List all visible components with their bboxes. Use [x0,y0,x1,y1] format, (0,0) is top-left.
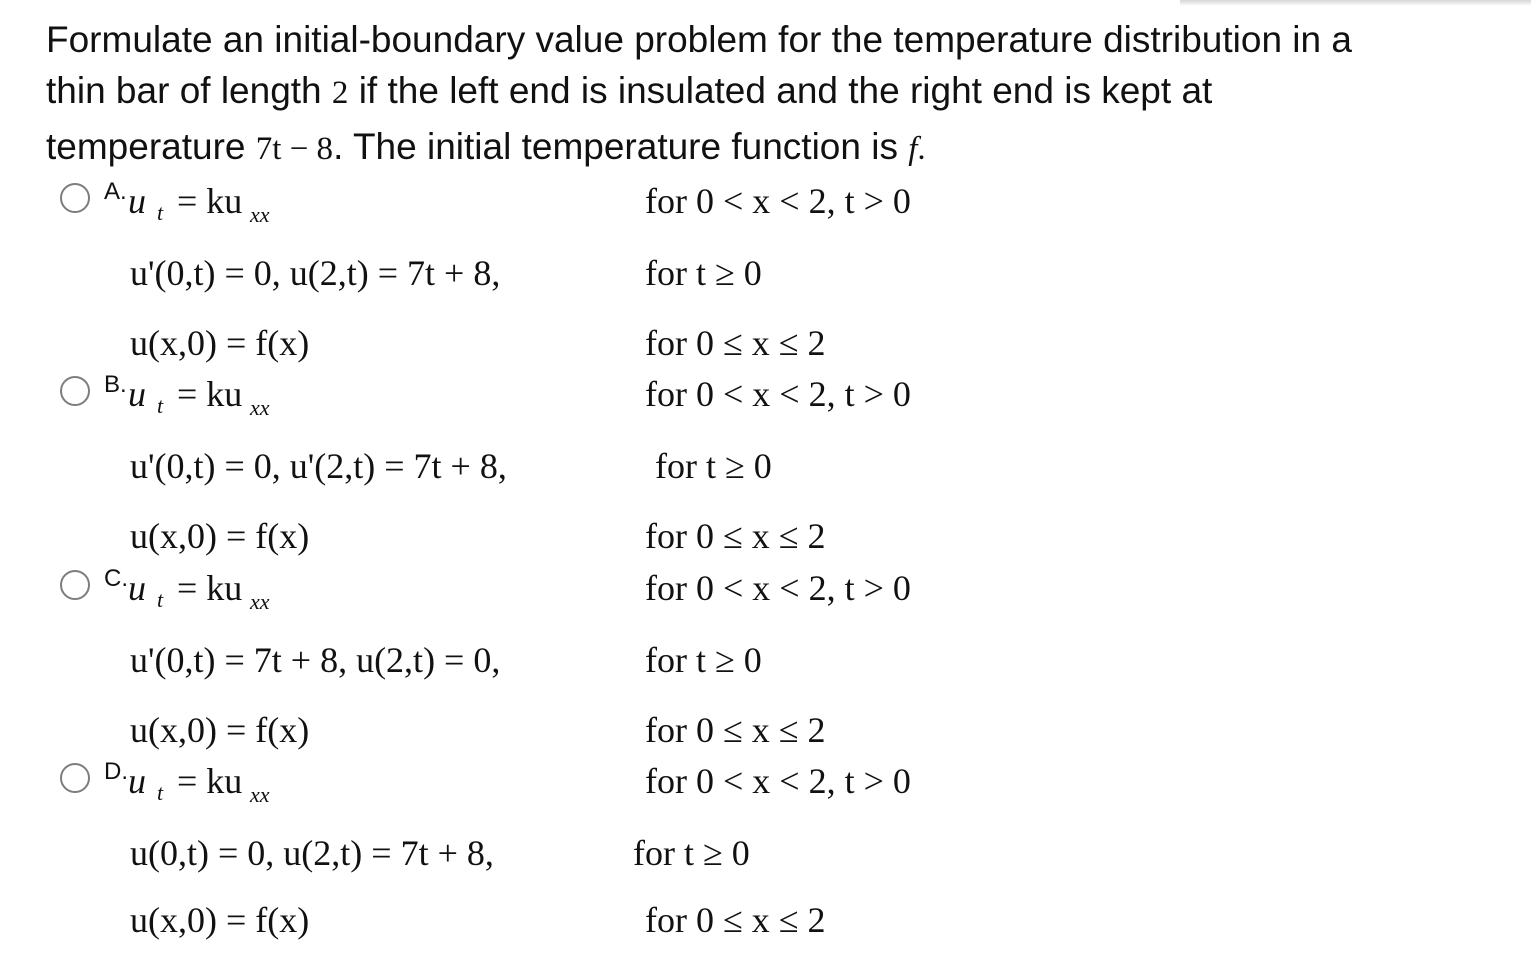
pde-condition: for 0 < x < 2, t > 0 [645,761,911,801]
function-name: f [908,131,918,167]
initial-condition-range: for 0 ≤ x ≤ 2 [645,323,826,363]
pde-subscript-t: t [157,780,164,805]
question-line-3: temperature 7t − 8. The initial temperature function is f. [46,126,926,167]
pde-lhs: u [128,374,146,414]
pde-subscript-t: t [157,393,164,418]
pde-condition: for 0 < x < 2, t > 0 [645,181,911,221]
pde-subscript-xx: xx [250,589,270,614]
pde-rhs: = ku [177,761,243,801]
question-text [46,14,1496,175]
temperature-expression: 7t − 8 [255,131,334,167]
pde-lhs: u [128,181,146,221]
boundary-conditions: u'(0,t) = 0, u(2,t) = 7t + 8, [130,253,501,293]
question-line-1: Formulate an initial-boundary value problem for the temperature distribution in a [46,19,1352,60]
boundary-conditions: u(0,t) = 0, u(2,t) = 7t + 8, [130,833,494,873]
initial-condition: u(x,0) = f(x) [130,323,310,363]
initial-condition: u(x,0) = f(x) [130,516,310,556]
length-value: 2 [331,75,349,111]
pde-condition: for 0 < x < 2, t > 0 [645,374,911,414]
boundary-condition-range: for t ≥ 0 [645,253,762,293]
initial-condition-range: for 0 ≤ x ≤ 2 [645,516,826,556]
option-a [0,180,1531,380]
boundary-condition-range: for t ≥ 0 [645,640,762,680]
top-shadow [1180,0,1531,6]
option-letter: B. [104,371,127,398]
option-b-radio[interactable] [60,376,90,406]
boundary-conditions: u'(0,t) = 7t + 8, u(2,t) = 0, [130,640,501,680]
option-c [0,567,1531,767]
pde-lhs: u [128,568,146,608]
pde-subscript-t: t [157,587,164,612]
pde-rhs: = ku [177,181,243,221]
question-line-2: thin bar of length 2 if the left end is insulated and the right end is kept at [46,70,1213,111]
initial-condition: u(x,0) = f(x) [130,900,310,940]
boundary-condition-range: for t ≥ 0 [633,833,750,873]
option-letter: A. [104,178,127,205]
option-d [0,760,1531,960]
boundary-condition-range: for t ≥ 0 [655,446,772,486]
initial-condition-range: for 0 ≤ x ≤ 2 [645,900,826,940]
option-d-radio[interactable] [60,763,90,793]
pde-lhs: u [128,761,146,801]
pde-subscript-xx: xx [250,782,270,807]
pde-rhs: = ku [177,374,243,414]
option-a-radio[interactable] [60,183,90,213]
pde-subscript-t: t [157,200,164,225]
pde-subscript-xx: xx [250,202,270,227]
initial-condition: u(x,0) = f(x) [130,710,310,750]
pde-rhs: = ku [177,568,243,608]
option-letter: D. [104,758,128,785]
pde-subscript-xx: xx [250,395,270,420]
option-c-radio[interactable] [60,570,90,600]
option-b [0,373,1531,573]
initial-condition-range: for 0 ≤ x ≤ 2 [645,710,826,750]
option-letter: C. [104,565,128,592]
pde-condition: for 0 < x < 2, t > 0 [645,568,911,608]
boundary-conditions: u'(0,t) = 0, u'(2,t) = 7t + 8, [130,446,507,486]
